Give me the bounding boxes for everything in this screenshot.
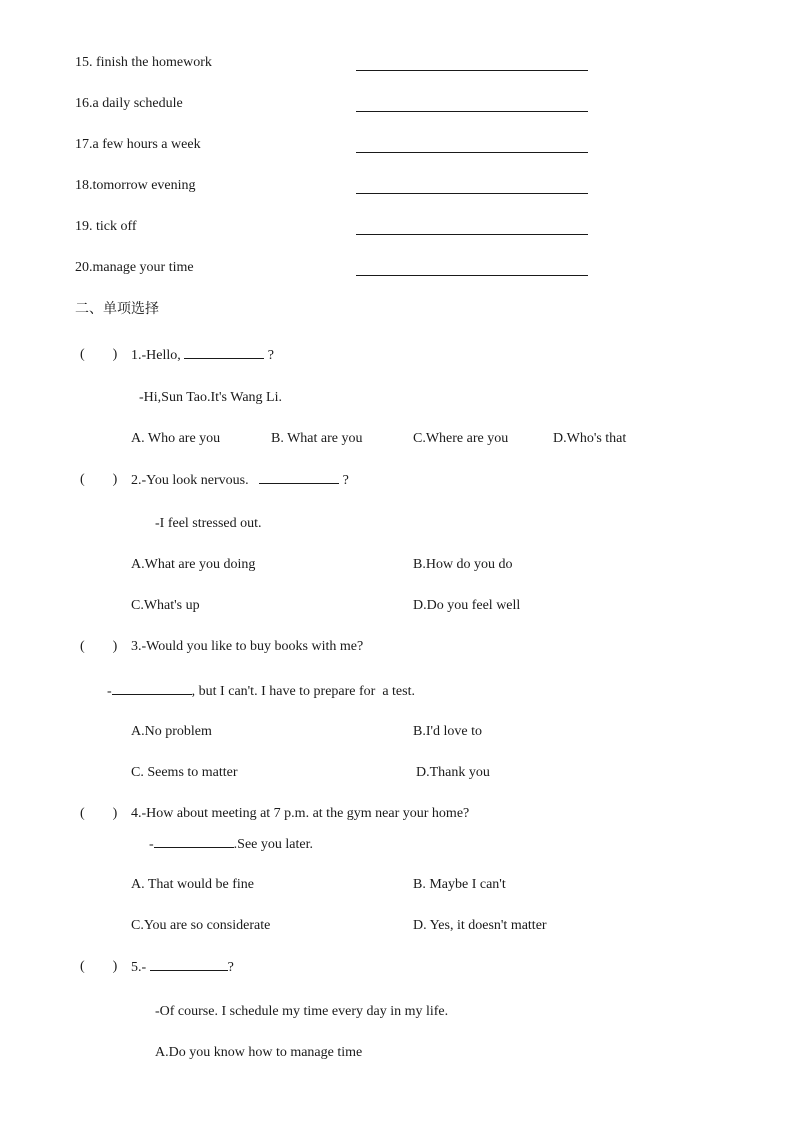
phrase-17: 17.a few hours a week [75,137,201,152]
q4-reply-post: .See you later. [233,837,313,852]
q3-reply [107,682,415,701]
q5-stem-post: ? [227,960,234,975]
q3-reply-post: , but I can't. I have to prepare for a test. [191,684,415,699]
q5-stem-pre: 5.- [131,960,150,975]
answer-blank-16[interactable] [356,111,588,112]
q4-answer-paren[interactable]: ( ) [80,806,118,821]
q2-option-a: A.What are you doing [131,557,256,572]
q3-option-a: A.No problem [131,724,212,739]
q2-stem-pre: 2.-You look nervous. [131,473,260,488]
q4-option-a: A. That would be fine [131,877,254,892]
q1-blank [184,346,264,359]
q2-option-d: D.Do you feel well [413,598,521,613]
q4-option-c: C.You are so considerate [131,918,271,933]
q4-stem: 4.-How about meeting at 7 p.m. at the gym near your home? [131,806,470,821]
phrase-18: 18.tomorrow evening [75,178,196,193]
q3-option-c: C. Seems to matter [131,765,238,780]
answer-blank-15[interactable] [356,70,588,71]
q1-option-c: C.Where are you [413,431,509,446]
answer-blank-19[interactable] [356,234,588,235]
q1-option-d: D.Who's that [553,431,627,446]
q1-option-a: A. Who are you [131,431,221,446]
q2-option-b: B.How do you do [413,557,513,572]
q1-stem [131,346,274,365]
q4-blank [154,835,234,848]
q2-option-c: C.What's up [131,598,200,613]
phrase-19: 19. tick off [75,219,137,234]
q3-option-b: B.I'd love to [413,724,483,739]
q2-stem [131,471,349,490]
q3-answer-paren[interactable]: ( ) [80,639,118,654]
q1-answer-paren[interactable]: ( ) [80,347,118,362]
q5-answer-paren[interactable]: ( ) [80,959,118,974]
q2-blank [259,471,339,484]
q3-blank [112,682,192,695]
answer-blank-20[interactable] [356,275,588,276]
phrase-16: 16.a daily schedule [75,96,183,111]
q5-reply: -Of course. I schedule my time every day in my life. [155,1004,449,1019]
phrase-20: 20.manage your time [75,260,194,275]
q3-option-d: D.Thank you [416,765,490,780]
answer-blank-17[interactable] [356,152,588,153]
q2-reply: -I feel stressed out. [155,516,262,531]
answer-blank-18[interactable] [356,193,588,194]
q1-stem-post: ? [264,348,274,363]
q5-blank [150,958,228,971]
section-title: 二、单项选择 [75,301,159,317]
phrase-15: 15. finish the homework [75,55,212,70]
q3-reply-pre: - [107,684,112,699]
q2-stem-post: ? [339,473,349,488]
q1-stem-pre: 1.-Hello, [131,348,185,363]
q5-stem [131,958,234,977]
q4-option-d: D. Yes, it doesn't matter [413,918,547,933]
q4-option-b: B. Maybe I can't [413,877,506,892]
q4-reply-pre: - [149,837,154,852]
q2-answer-paren[interactable]: ( ) [80,472,118,487]
q4-reply [149,835,313,854]
q1-option-b: B. What are you [271,431,363,446]
q3-stem: 3.-Would you like to buy books with me? [131,639,364,654]
q1-reply: -Hi,Sun Tao.It's Wang Li. [139,390,283,405]
q5-option-a: A.Do you know how to manage time [155,1045,363,1060]
